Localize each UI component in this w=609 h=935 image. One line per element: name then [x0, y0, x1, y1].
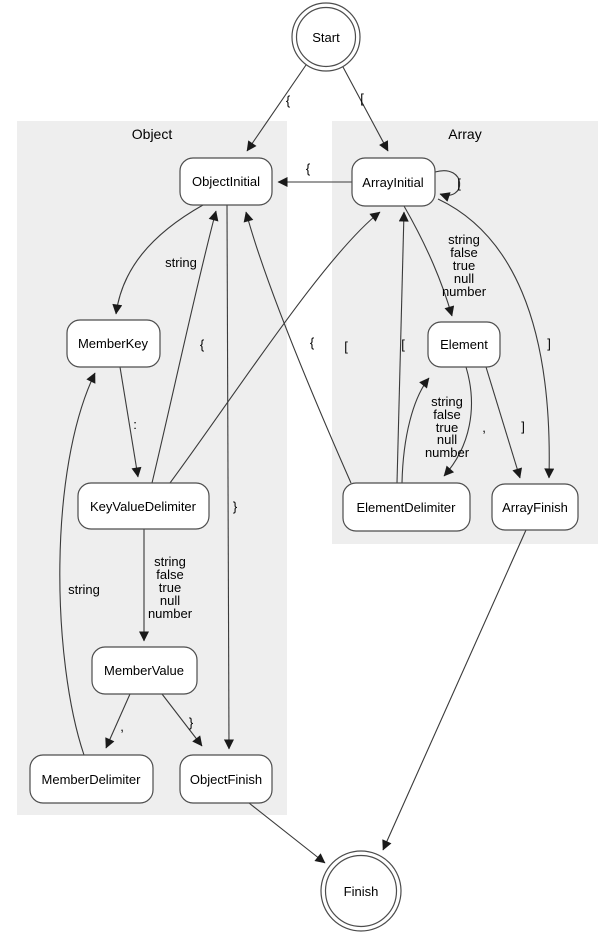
node-arrayinitial-label: ArrayInitial — [362, 175, 424, 190]
node-memberkey-label: MemberKey — [77, 336, 149, 351]
value-token: null — [436, 432, 458, 447]
node-start-label: Start — [312, 30, 340, 45]
value-token: number — [147, 606, 193, 621]
edge-label-memberdelimiter-memberkey: string — [68, 582, 100, 597]
value-token: false — [156, 567, 184, 582]
value-token: false — [433, 407, 461, 422]
value-token: false — [450, 245, 478, 260]
value-token: string — [448, 232, 480, 247]
node-keyvaluedelimiter — [78, 483, 209, 529]
edge-label-memberkey-keyvaluedelimiter: : — [133, 417, 137, 432]
node-element — [428, 322, 500, 367]
edge-label-element-arrayfinish: ] — [521, 419, 525, 434]
edge-label-arrayinitial-objectinitial: { — [305, 161, 311, 176]
node-objectfinish — [180, 755, 272, 803]
edge-label-arrayinitial-self-loop: [ — [457, 176, 461, 191]
node-memberkey — [67, 320, 160, 367]
node-membervalue — [92, 647, 197, 694]
value-token: number — [441, 284, 487, 299]
value-token: true — [452, 258, 476, 273]
node-memberdelimiter-label: MemberDelimiter — [41, 772, 141, 787]
edge-label-arrayinitial-arrayfinish: ] — [547, 336, 551, 351]
value-token: string — [154, 554, 186, 569]
node-memberdelimiter — [30, 755, 153, 803]
node-arrayfinish — [492, 484, 578, 530]
value-token: null — [159, 593, 181, 608]
edge-label-start-arrayinitial: [ — [360, 91, 364, 106]
node-elementdelimiter-label: ElementDelimiter — [356, 500, 456, 515]
value-token: true — [435, 420, 459, 435]
value-token: null — [453, 271, 475, 286]
node-objectinitial-label: ObjectInitial — [192, 174, 260, 189]
node-arrayfinish-label: ArrayFinish — [502, 500, 568, 515]
node-finish-label: Finish — [343, 884, 379, 899]
edge-label-objectinitial-memberkey: string — [165, 255, 197, 270]
node-element-label: Element — [440, 337, 488, 352]
cluster-array-label: Array — [448, 126, 482, 142]
node-start — [292, 3, 360, 71]
node-membervalue-label: MemberValue — [104, 663, 184, 678]
edge-arrayfinish-finish — [383, 530, 526, 850]
edge-label-membervalue-memberdelimiter: , — [120, 719, 124, 734]
cluster-object-background — [17, 121, 287, 815]
edge-label-start-objectinitial: { — [285, 93, 291, 108]
node-elementdelimiter — [343, 483, 470, 531]
edge-label-elementdelimiter-objectinitial: { — [309, 335, 315, 350]
node-objectfinish-label: ObjectFinish — [189, 772, 263, 787]
node-objectinitial — [180, 158, 272, 205]
value-token: true — [158, 580, 182, 595]
node-keyvaluedelimiter-label: KeyValueDelimiter — [90, 499, 196, 514]
edge-label-keyvaluedelimiter-objectinitial: { — [199, 337, 205, 352]
edge-label-element-elementdelimiter: , — [482, 420, 486, 435]
value-token: number — [424, 445, 470, 460]
cluster-object-label: Object — [131, 126, 173, 142]
value-token: string — [431, 394, 463, 409]
edge-label-objectinitial-objectfinish: } — [232, 499, 238, 514]
edge-label-keyvaluedelimiter-arrayinitial: [ — [344, 339, 348, 354]
node-finish — [321, 851, 401, 931]
cluster-object — [17, 121, 287, 815]
node-arrayinitial — [352, 158, 435, 206]
edge-label-elementdelimiter-arrayinitial: [ — [401, 337, 405, 352]
edge-label-membervalue-objectfinish: } — [188, 715, 194, 730]
